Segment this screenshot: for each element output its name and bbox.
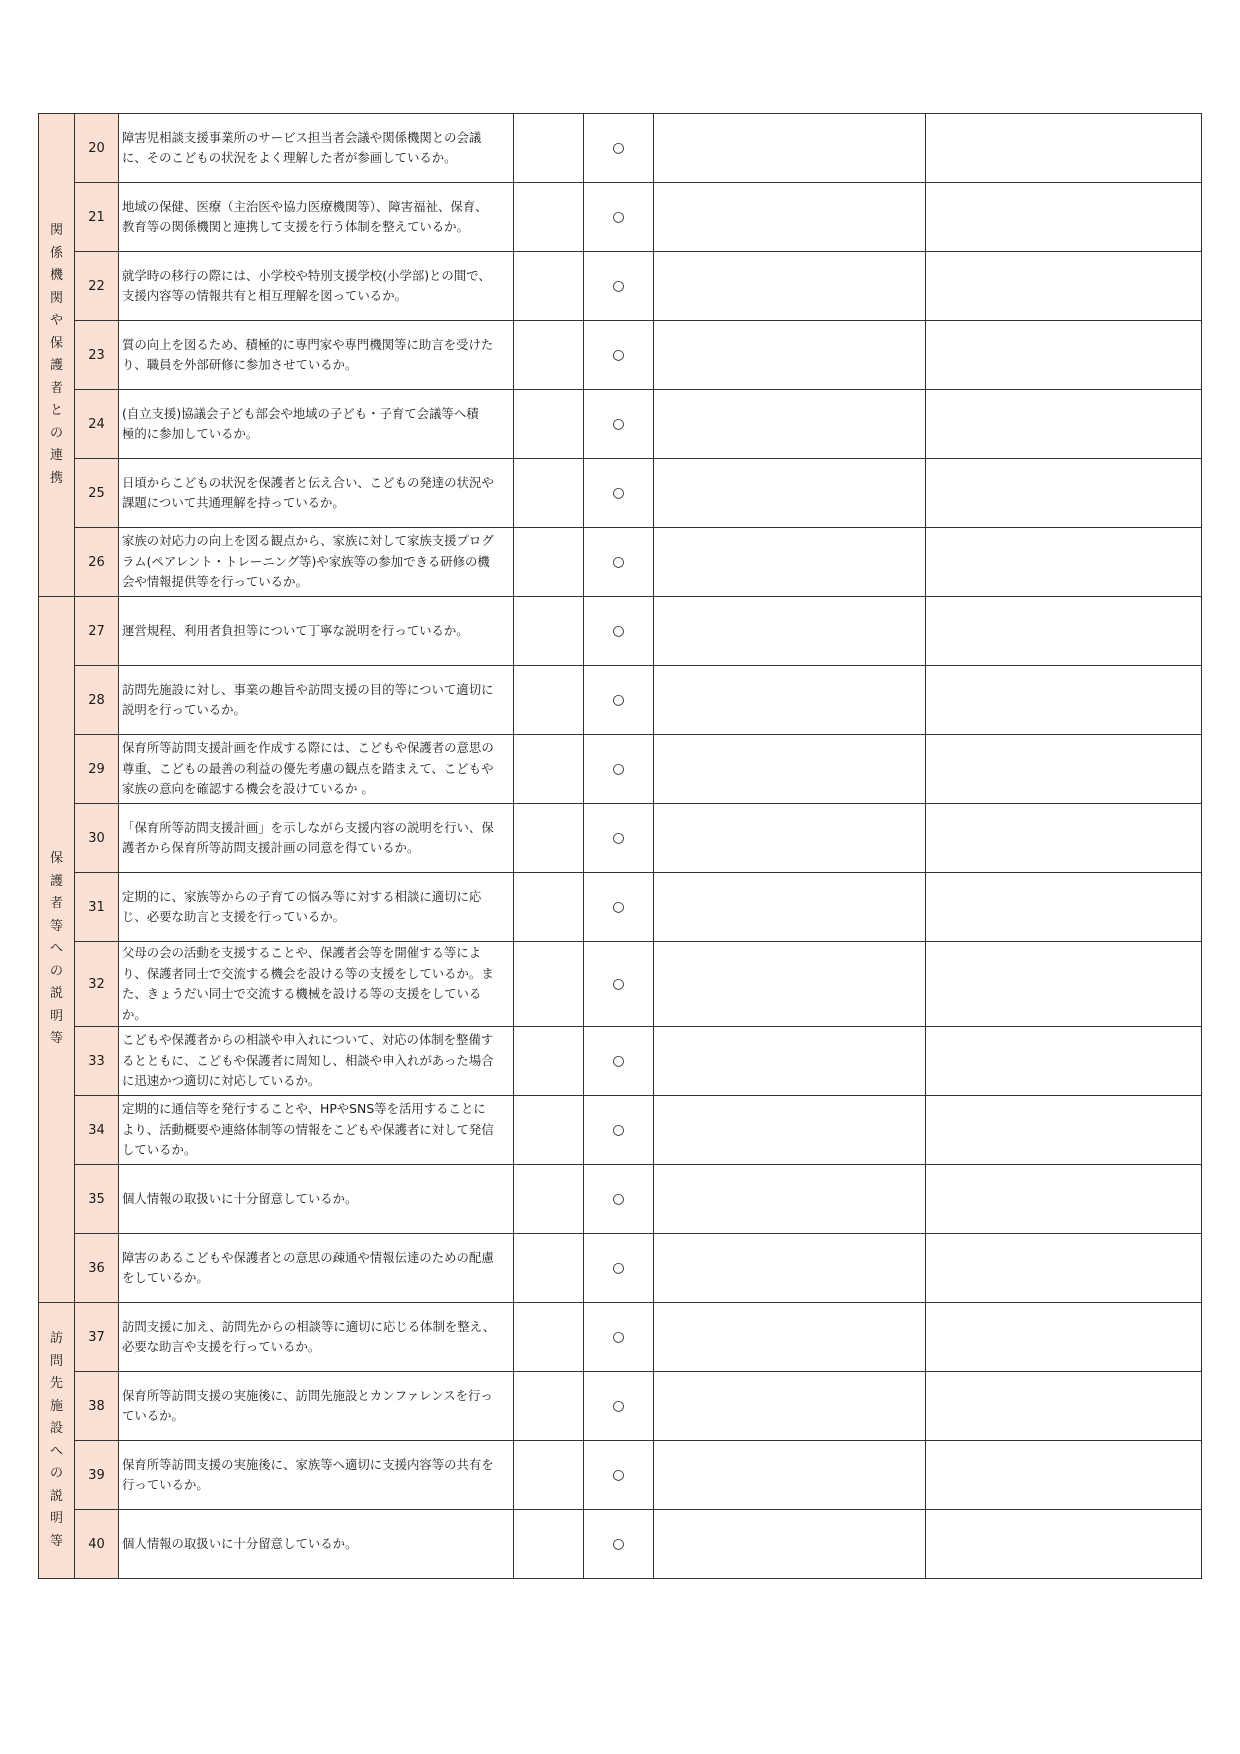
answer-cell-yes (514, 1441, 584, 1510)
item-number: 22 (75, 252, 119, 321)
item-number: 27 (75, 597, 119, 666)
remarks-cell (926, 114, 1202, 183)
question-text: 障害児相談支援事業所のサービス担当者会議や関係機関との会議 に、そのこどもの状況をよく理解した者が参画しているか。 (119, 114, 514, 183)
answer-mark: ○ (584, 321, 654, 390)
table-row (39, 873, 1202, 942)
question-text: 「保育所等訪問支援計画」を示しながら支援内容の説明を行い、保 護者から保育所等訪問支援計画の同意を得ているか。 (119, 804, 514, 873)
item-number: 35 (75, 1165, 119, 1234)
answer-cell-yes (514, 735, 584, 804)
answer-cell-yes (514, 114, 584, 183)
question-text: 地域の保健、医療（主治医や協力医療機関等）、障害福祉、保育、 教育等の関係機関と連携して支援を行う体制を整えているか。 (119, 183, 514, 252)
improvement-cell (654, 321, 926, 390)
improvement-cell (654, 873, 926, 942)
answer-mark: ○ (584, 873, 654, 942)
table-row (39, 735, 1202, 804)
answer-cell-yes (514, 390, 584, 459)
answer-mark: ○ (584, 252, 654, 321)
item-number: 24 (75, 390, 119, 459)
improvement-cell (654, 735, 926, 804)
answer-cell-yes (514, 321, 584, 390)
remarks-cell (926, 873, 1202, 942)
question-text: 父母の会の活動を支援することや、保護者会等を開催する等によ り、保護者同士で交流する機会を設ける等の支援をしているか。ま た、きょうだい同士で交流する機械を設ける等の支援をしている か。 (119, 942, 514, 1027)
question-text: こどもや保護者からの相談や申入れについて、対応の体制を整備す るとともに、こどもや保護者に周知し、相談や申入れがあった場合 に迅速かつ適切に対応しているか。 (119, 1027, 514, 1096)
table-row (39, 390, 1202, 459)
question-text: 訪問支援に加え、訪問先からの相談等に適切に応じる体制を整え、 必要な助言や支援を行っているか。 (119, 1303, 514, 1372)
item-number: 34 (75, 1096, 119, 1165)
remarks-cell (926, 321, 1202, 390)
item-number: 39 (75, 1441, 119, 1510)
answer-mark: ○ (584, 528, 654, 597)
question-text: 個人情報の取扱いに十分留意しているか。 (119, 1510, 514, 1579)
answer-mark: ○ (584, 390, 654, 459)
improvement-cell (654, 1165, 926, 1234)
question-text: 定期的に通信等を発行することや、HPやSNS等を活用することに より、活動概要や連絡体制等の情報をこどもや保護者に対して発信 しているか。 (119, 1096, 514, 1165)
answer-cell-yes (514, 873, 584, 942)
answer-mark: ○ (584, 597, 654, 666)
answer-mark: ○ (584, 1165, 654, 1234)
category-cell (39, 114, 75, 597)
improvement-cell (654, 942, 926, 1027)
table-row (39, 1372, 1202, 1441)
question-text: 個人情報の取扱いに十分留意しているか。 (119, 1165, 514, 1234)
remarks-cell (926, 1234, 1202, 1303)
remarks-cell (926, 735, 1202, 804)
answer-mark: ○ (584, 1441, 654, 1510)
remarks-cell (926, 666, 1202, 735)
remarks-cell (926, 252, 1202, 321)
question-text: 運営規程、利用者負担等について丁寧な説明を行っているか。 (119, 597, 514, 666)
remarks-cell (926, 1510, 1202, 1579)
question-text: 家族の対応力の向上を図る観点から、家族に対して家族支援プログ ラム(ペアレント・トレーニング等)や家族等の参加できる研修の機 会や情報提供等を行っているか。 (119, 528, 514, 597)
remarks-cell (926, 1303, 1202, 1372)
item-number: 38 (75, 1372, 119, 1441)
category-label: 関係機関や保護者との連携 (49, 223, 63, 486)
table-row (39, 1510, 1202, 1579)
category-cell (39, 597, 75, 1303)
table-row (39, 114, 1202, 183)
item-number: 30 (75, 804, 119, 873)
question-text: 保育所等訪問支援計画を作成する際には、こどもや保護者の意思の 尊重、こどもの最善の利益の優先考慮の観点を踏まえて、こどもや 家族の意向を確認する機会を設けているか 。 (119, 735, 514, 804)
remarks-cell (926, 390, 1202, 459)
answer-cell-yes (514, 804, 584, 873)
improvement-cell (654, 597, 926, 666)
category-label: 訪問先施設への説明等 (49, 1331, 63, 1549)
item-number: 21 (75, 183, 119, 252)
evaluation-table (38, 113, 1202, 1579)
answer-cell-yes (514, 1165, 584, 1234)
table-row (39, 597, 1202, 666)
improvement-cell (654, 183, 926, 252)
answer-cell-yes (514, 1234, 584, 1303)
table-row (39, 942, 1202, 1027)
improvement-cell (654, 390, 926, 459)
improvement-cell (654, 528, 926, 597)
remarks-cell (926, 1096, 1202, 1165)
question-text: 定期的に、家族等からの子育ての悩み等に対する相談に適切に応 じ、必要な助言と支援を行っているか。 (119, 873, 514, 942)
remarks-cell (926, 597, 1202, 666)
improvement-cell (654, 1096, 926, 1165)
answer-cell-yes (514, 459, 584, 528)
table-row (39, 1165, 1202, 1234)
answer-mark: ○ (584, 459, 654, 528)
table-row (39, 666, 1202, 735)
remarks-cell (926, 1027, 1202, 1096)
improvement-cell (654, 1303, 926, 1372)
improvement-cell (654, 1234, 926, 1303)
remarks-cell (926, 942, 1202, 1027)
question-text: 訪問先施設に対し、事業の趣旨や訪問支援の目的等について適切に 説明を行っているか。 (119, 666, 514, 735)
answer-mark: ○ (584, 1096, 654, 1165)
answer-cell-yes (514, 666, 584, 735)
answer-cell-yes (514, 942, 584, 1027)
improvement-cell (654, 459, 926, 528)
answer-cell-yes (514, 528, 584, 597)
question-text: 就学時の移行の際には、小学校や特別支援学校(小学部)との間で、 支援内容等の情報共有と相互理解を図っているか。 (119, 252, 514, 321)
improvement-cell (654, 666, 926, 735)
answer-mark: ○ (584, 804, 654, 873)
category-cell (39, 1303, 75, 1579)
item-number: 40 (75, 1510, 119, 1579)
item-number: 23 (75, 321, 119, 390)
answer-mark: ○ (584, 1303, 654, 1372)
improvement-cell (654, 114, 926, 183)
remarks-cell (926, 1165, 1202, 1234)
table-row (39, 1234, 1202, 1303)
remarks-cell (926, 183, 1202, 252)
table-row (39, 183, 1202, 252)
remarks-cell (926, 1372, 1202, 1441)
remarks-cell (926, 528, 1202, 597)
question-text: 保育所等訪問支援の実施後に、訪問先施設とカンファレンスを行っ ているか。 (119, 1372, 514, 1441)
item-number: 25 (75, 459, 119, 528)
answer-cell-yes (514, 252, 584, 321)
answer-cell-yes (514, 183, 584, 252)
item-number: 31 (75, 873, 119, 942)
item-number: 37 (75, 1303, 119, 1372)
improvement-cell (654, 252, 926, 321)
item-number: 29 (75, 735, 119, 804)
question-text: 保育所等訪問支援の実施後に、家族等へ適切に支援内容等の共有を 行っているか。 (119, 1441, 514, 1510)
answer-cell-yes (514, 1372, 584, 1441)
item-number: 20 (75, 114, 119, 183)
remarks-cell (926, 459, 1202, 528)
item-number: 28 (75, 666, 119, 735)
table-row (39, 1027, 1202, 1096)
improvement-cell (654, 804, 926, 873)
improvement-cell (654, 1510, 926, 1579)
answer-mark: ○ (584, 183, 654, 252)
improvement-cell (654, 1027, 926, 1096)
item-number: 33 (75, 1027, 119, 1096)
question-text: 質の向上を図るため、積極的に専門家や専門機関等に助言を受けた り、職員を外部研修に参加させているか。 (119, 321, 514, 390)
improvement-cell (654, 1372, 926, 1441)
answer-mark: ○ (584, 942, 654, 1027)
table-row (39, 1096, 1202, 1165)
table-row (39, 1441, 1202, 1510)
question-text: 障害のあるこどもや保護者との意思の疎通や情報伝達のための配慮 をしているか。 (119, 1234, 514, 1303)
answer-cell-yes (514, 597, 584, 666)
answer-cell-yes (514, 1027, 584, 1096)
item-number: 32 (75, 942, 119, 1027)
remarks-cell (926, 804, 1202, 873)
answer-mark: ○ (584, 735, 654, 804)
category-label: 保護者等への説明等 (49, 851, 63, 1047)
question-text: 日頃からこどもの状況を保護者と伝え合い、こどもの発達の状況や 課題について共通理解を持っているか。 (119, 459, 514, 528)
table-row (39, 459, 1202, 528)
table-row (39, 321, 1202, 390)
answer-cell-yes (514, 1303, 584, 1372)
answer-cell-yes (514, 1096, 584, 1165)
answer-mark: ○ (584, 666, 654, 735)
item-number: 36 (75, 1234, 119, 1303)
answer-mark: ○ (584, 1234, 654, 1303)
remarks-cell (926, 1441, 1202, 1510)
answer-mark: ○ (584, 1510, 654, 1579)
table-row (39, 1303, 1202, 1372)
answer-mark: ○ (584, 1027, 654, 1096)
answer-mark: ○ (584, 114, 654, 183)
table-row (39, 528, 1202, 597)
item-number: 26 (75, 528, 119, 597)
table-row (39, 252, 1202, 321)
table-row (39, 804, 1202, 873)
improvement-cell (654, 1441, 926, 1510)
answer-mark: ○ (584, 1372, 654, 1441)
answer-cell-yes (514, 1510, 584, 1579)
question-text: (自立支援)協議会子ども部会や地域の子ども・子育て会議等へ積 極的に参加しているか。 (119, 390, 514, 459)
